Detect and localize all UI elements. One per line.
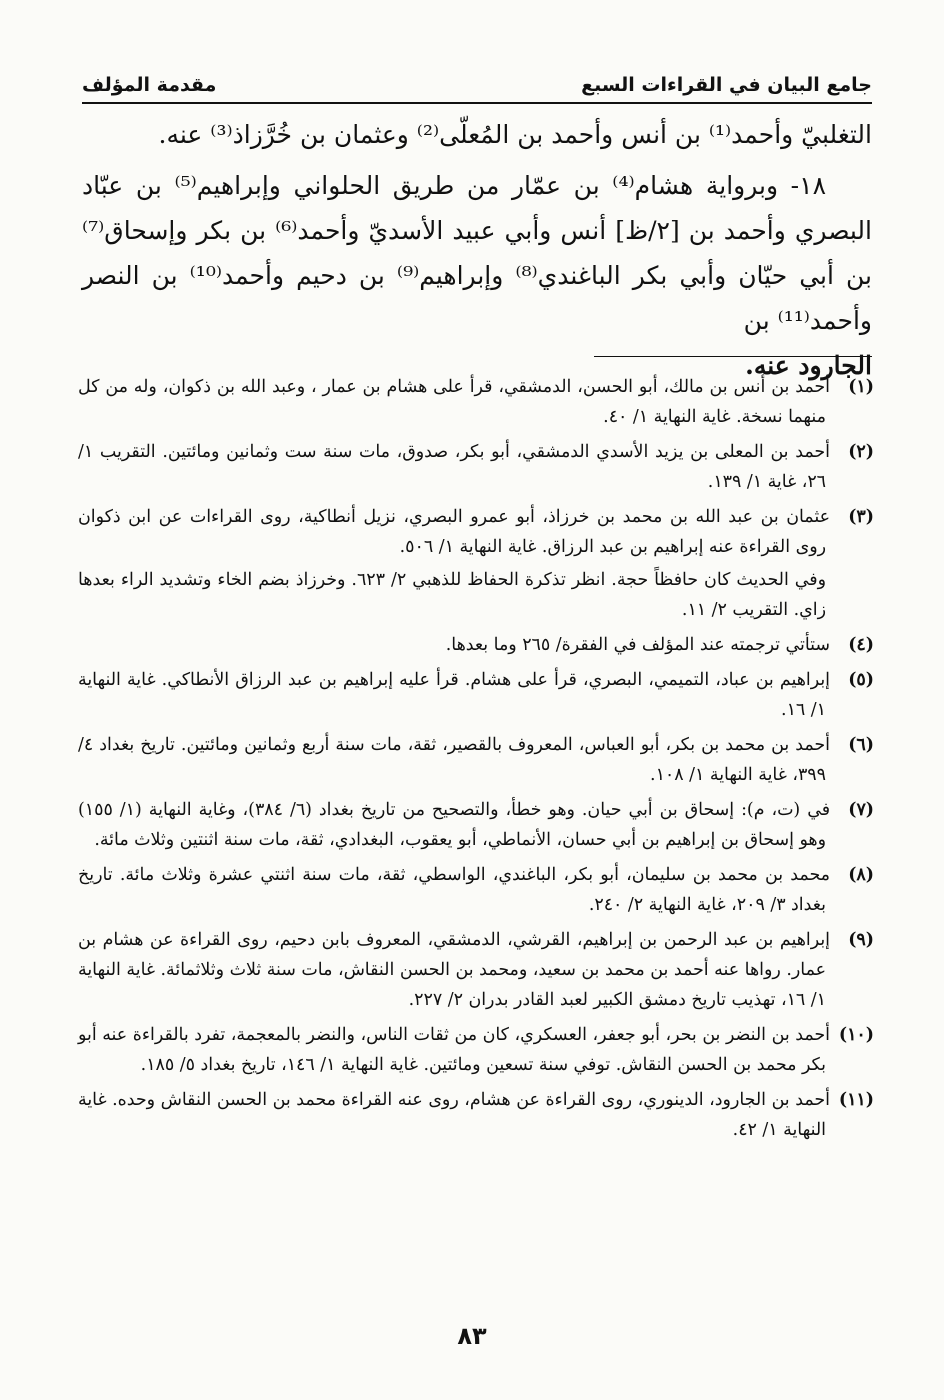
footnote-text: أحمد بن أنس بن مالك، أبو الحسن، الدمشقي، قرأ على هشام بن عمار ، وعبد الله بن ذكوان، وله من كل منهما نسخة. غاية النهاية ١/ ٤٠. — [78, 377, 830, 427]
footnote-continuation — [78, 565, 874, 625]
footnote — [78, 730, 874, 790]
book-title: جامع البيان في القراءات السبع — [581, 74, 872, 96]
footnote — [78, 1085, 874, 1145]
footnote-text: وفي الحديث كان حافظاً حجة. انظر تذكرة الحفاظ للذهبي ٢/ ٦٢٣. وخرزاذ بضم الخاء وتشديد الراء بعدها زاي. التقريب ٢/ ١١. — [78, 570, 826, 620]
footnote — [78, 1020, 874, 1080]
footnote — [78, 502, 874, 562]
footnote — [78, 925, 874, 1015]
footnotes — [78, 372, 874, 1150]
footnote-number: (٤) — [848, 635, 874, 655]
footnote — [78, 665, 874, 725]
footnote-separator — [594, 356, 872, 357]
footnote-text: في (ت، م): إسحاق بن أبي حيان. وهو خطأ، والتصحيح من تاريخ بغداد (٦/ ٣٨٤)، وغاية النهاية (١/ ١٥٥) وهو إسحاق بن إبراهيم بن أبي حسان، الأنماطي، أبو يعقوب، البغدادي، ثقة، مات سنة اثنتين وثلاث مائة. — [78, 800, 831, 850]
footnote-number: (١٠) — [838, 1025, 874, 1045]
main-paragraph-2: ١٨- وبرواية هشام⁽⁴⁾ بن عمّار من طريق الحلواني وإبراهيم⁽⁵⁾ بن عبّاد البصري وأحمد بن [٢/ظ] أنس وأبي عبيد الأسديّ وأحمد⁽⁶⁾ بن بكر وإسحاق⁽⁷⁾ بن أبي حيّان وأبي بكر الباغندي⁽⁸⁾ وإبراهيم⁽⁹⁾ بن دحيم وأحمد⁽¹⁰⁾ بن النصر وأحمد⁽¹¹⁾ بن — [82, 171, 872, 335]
footnote-text: محمد بن محمد بن سليمان، أبو بكر، الباغندي، الواسطي، ثقة، مات سنة اثنتي عشرة وثلاث مائة. تاريخ بغداد ٣/ ٢٠٩، غاية النهاية ٢/ ٢٤٠. — [78, 865, 830, 915]
page-number: ٨٣ — [457, 1322, 487, 1350]
footnote-number: (٧) — [848, 800, 875, 820]
section-title: مقدمة المؤلف — [82, 74, 217, 96]
footnote — [78, 630, 874, 660]
footnote-number: (٥) — [848, 670, 874, 690]
footnote-number: (١) — [848, 377, 874, 397]
footnote-text: عثمان بن عبد الله بن محمد بن خرزاذ، أبو عمرو البصري، نزيل أنطاكية، روى القراءات عن ابن ذكوان روى القراءة عنه إبراهيم بن عبد الرزاق. غاية النهاية ١/ ٥٠٦. — [78, 507, 830, 557]
footnote-number: (٨) — [848, 865, 874, 885]
footnote-text: إبراهيم بن عباد، التميمي، البصري، قرأ على هشام. قرأ عليه إبراهيم بن عبد الرزاق الأنطاكي. غاية النهاية ١/ ١٦. — [78, 670, 830, 720]
footnote — [78, 372, 874, 432]
footnote-text: ستأتي ترجمته عند المؤلف في الفقرة/ ٢٦٥ وما بعدها. — [445, 635, 830, 655]
footnote — [78, 437, 874, 497]
footnote-number: (٦) — [848, 735, 874, 755]
footnote-number: (٩) — [848, 930, 874, 950]
main-paragraph-2-end: الجارود عنه. — [745, 351, 872, 380]
running-header — [82, 56, 872, 104]
footnote — [78, 795, 874, 855]
footnote-number: (١١) — [838, 1090, 874, 1110]
main-paragraph-1: التغلبيّ وأحمد⁽¹⁾ بن أنس وأحمد بن المُعلّى⁽²⁾ وعثمان بن خُرَّزاذ⁽³⁾ عنه. — [158, 120, 872, 149]
footnote-number: (٢) — [848, 442, 874, 462]
footnote-text: إبراهيم بن عبد الرحمن بن إبراهيم، القرشي، الدمشقي، المعروف بابن دحيم، روى القراءة عن هشام بن عمار. رواها عنه أحمد بن محمد بن سعيد، ومحمد بن الحسن النقاش، مات سنة ثلاث وثلاثمائة. غاية النهاية ١/ ١٦، تهذيب تاريخ دمشق الكبير لعبد القادر بدران ٢/ ٢٢٧. — [78, 930, 830, 1010]
footnote-text: أحمد بن المعلى بن يزيد الأسدي الدمشقي، أبو بكر، صدوق، مات سنة ست وثمانين ومائتين. التقريب ١/ ٢٦، غاية ١/ ١٣٩. — [78, 442, 830, 492]
main-text — [82, 112, 872, 388]
footnote-text: أحمد بن الجارود، الدينوري، روى القراءة عن هشام، روى عنه القراءة محمد بن الحسن النقاش وحده. غاية النهاية ١/ ٤٢. — [78, 1090, 830, 1140]
footnote — [78, 860, 874, 920]
footnote-text: أحمد بن محمد بن بكر، أبو العباس، المعروف بالقصير، ثقة، مات سنة أربع وثمانين ومائتين. تاريخ بغداد ٤/ ٣٩٩، غاية النهاية ١/ ١٠٨. — [78, 735, 830, 785]
footnote-number: (٣) — [848, 507, 874, 527]
footnote-text: أحمد بن النضر بن بحر، أبو جعفر، العسكري، كان من ثقات الناس، والنضر بالمعجمة، تفرد بالقراءة عنه أبو بكر محمد بن الحسن النقاش. توفي سنة تسعين ومائتين. غاية النهاية ١/ ١٤٦، تاريخ بغداد ٥/ ١٨٥. — [78, 1025, 830, 1075]
